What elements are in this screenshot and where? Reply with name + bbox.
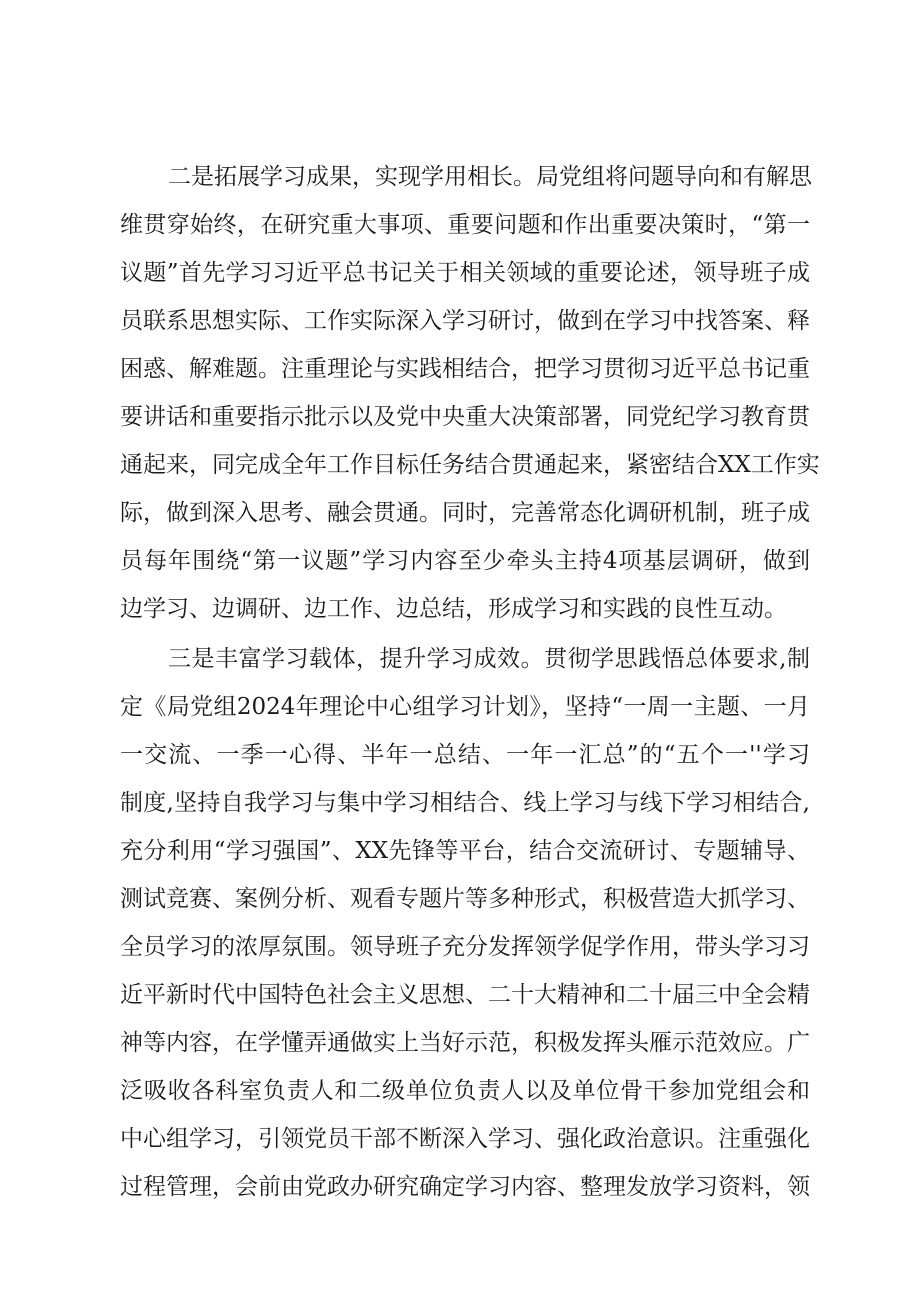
paragraph-line: 定《局党组2024年理论中心组学习计划》，坚持“一周一主题、一月 — [120, 694, 810, 720]
paragraph-line: 员每年围绕“第一议题”学习内容至少牵头主持4项基层调研，做到 — [120, 548, 810, 574]
paragraph-line: 二是拓展学习成果，实现学用相长。局党组将问题导向和有解思 — [168, 164, 812, 190]
paragraph-line: 神等内容，在学懂弄通做实上当好示范，积极发挥头雁示范效应。广 — [120, 1030, 810, 1056]
paragraph-line: 过程管理，会前由党政办研究确定学习内容、整理发放学习资料，领 — [120, 1174, 810, 1200]
paragraph-line: 员联系思想实际、工作实际深入学习研讨，做到在学习中找答案、释 — [120, 308, 810, 334]
paragraph-line: 近平新时代中国特色社会主义思想、二十大精神和二十届三中全会精 — [120, 982, 810, 1008]
paragraph-line: 泛吸收各科室负责人和二级单位负责人以及单位骨干参加党组会和 — [120, 1078, 810, 1104]
paragraph-line: 维贯穿始终，在研究重大事项、重要问题和作出重要决策时，“第一 — [120, 212, 810, 238]
paragraph-line: 中心组学习，引领党员干部不断深入学习、强化政治意识。注重强化 — [120, 1126, 810, 1152]
paragraph-line: 要讲话和重要指示批示以及党中央重大决策部署，同党纪学习教育贯 — [120, 404, 810, 430]
paragraph-line: 充分利用“学习强国”、XX先锋等平台，结合交流研讨、专题辅导、 — [120, 838, 810, 864]
paragraph-line: 测试竞赛、案例分析、观看专题片等多种形式，积极营造大抓学习、 — [120, 886, 810, 912]
paragraph-line: 困惑、解难题。注重理论与实践相结合，把学习贯彻习近平总书记重 — [120, 356, 810, 382]
paragraph-line: 制度,坚持自我学习与集中学习相结合、线上学习与线下学习相结合, — [120, 790, 810, 816]
paragraph-line: 全员学习的浓厚氛围。领导班子充分发挥领学促学作用，带头学习习 — [120, 934, 810, 960]
paragraph-line: 通起来，同完成全年工作目标任务结合贯通起来，紧密结合XX工作实 — [120, 452, 820, 478]
paragraph-line: 议题”首先学习习近平总书记关于相关领域的重要论述，领导班子成 — [120, 260, 810, 286]
paragraph-line: 三是丰富学习载体，提升学习成效。贯彻学思践悟总体要求,制 — [168, 646, 810, 672]
paragraph-line: 际，做到深入思考、融会贯通。同时，完善常态化调研机制，班子成 — [120, 500, 810, 526]
paragraph-line: 边学习、边调研、边工作、边总结，形成学习和实践的良性互动。 — [120, 596, 787, 622]
paragraph-line: 一交流、一季一心得、半年一总结、一年一汇总”的“五个一''学习 — [120, 742, 810, 768]
